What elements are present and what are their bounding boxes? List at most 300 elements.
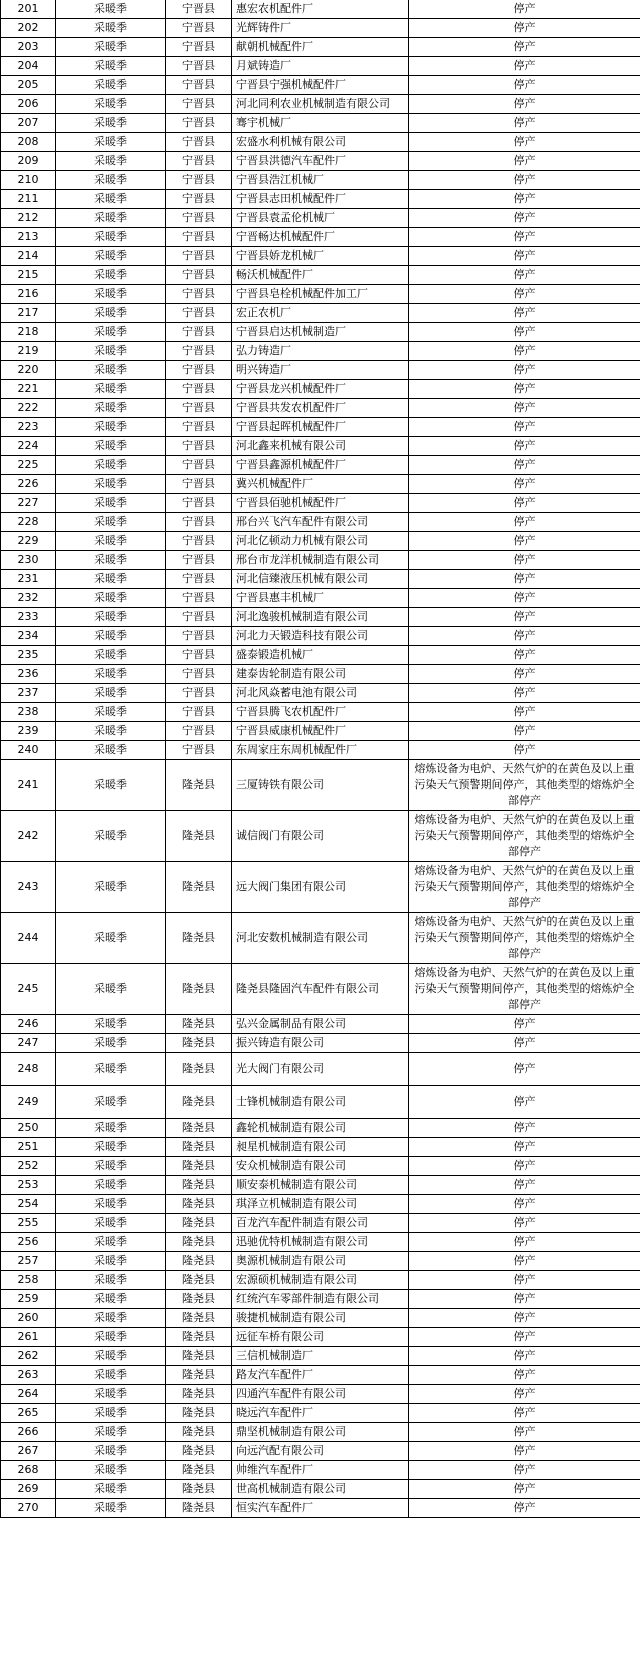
row-number-cell: 210	[1, 171, 56, 190]
table-row	[1, 1290, 640, 1309]
county-cell: 宁晋县	[166, 133, 232, 152]
company-name-cell: 东周家庄东周机械配件厂	[232, 741, 409, 760]
season-cell: 采暖季	[56, 513, 166, 532]
control-measure-cell: 熔炼设备为电炉、天然气炉的在黄色及以上重污染天气预警期间停产，其他类型的熔炼炉全部停产	[409, 862, 640, 913]
row-number-cell: 269	[1, 1480, 56, 1499]
row-number-cell: 244	[1, 913, 56, 964]
row-number-cell: 247	[1, 1034, 56, 1053]
county-cell: 宁晋县	[166, 380, 232, 399]
county-cell: 宁晋县	[166, 57, 232, 76]
company-name-cell: 光大阀门有限公司	[232, 1053, 409, 1086]
control-measure-cell: 停产	[409, 323, 640, 342]
row-number-cell: 220	[1, 361, 56, 380]
row-number-cell: 231	[1, 570, 56, 589]
table-row	[1, 152, 640, 171]
table-row	[1, 589, 640, 608]
table-row	[1, 532, 640, 551]
company-name-cell: 河北亿顿动力机械有限公司	[232, 532, 409, 551]
row-number-cell: 238	[1, 703, 56, 722]
control-measure-cell: 停产	[409, 171, 640, 190]
control-measure-cell: 停产	[409, 551, 640, 570]
row-number-cell: 202	[1, 19, 56, 38]
control-measure-cell: 熔炼设备为电炉、天然气炉的在黄色及以上重污染天气预警期间停产，其他类型的熔炼炉全部停产	[409, 964, 640, 1015]
row-number-cell: 206	[1, 95, 56, 114]
company-name-cell: 士锋机械制造有限公司	[232, 1086, 409, 1119]
company-name-cell: 明兴铸造厂	[232, 361, 409, 380]
control-measure-cell: 停产	[409, 19, 640, 38]
table-row	[1, 1271, 640, 1290]
row-number-cell: 221	[1, 380, 56, 399]
control-measure-cell: 停产	[409, 570, 640, 589]
season-cell: 采暖季	[56, 418, 166, 437]
season-cell: 采暖季	[56, 456, 166, 475]
company-name-cell: 弘兴金属制品有限公司	[232, 1015, 409, 1034]
row-number-cell: 229	[1, 532, 56, 551]
control-measure-cell: 停产	[409, 342, 640, 361]
season-cell: 采暖季	[56, 57, 166, 76]
season-cell: 采暖季	[56, 570, 166, 589]
county-cell: 隆尧县	[166, 1404, 232, 1423]
county-cell: 隆尧县	[166, 1290, 232, 1309]
table-row	[1, 285, 640, 304]
company-name-cell: 河北信臻液压机械有限公司	[232, 570, 409, 589]
table-row	[1, 627, 640, 646]
season-cell: 采暖季	[56, 38, 166, 57]
company-name-cell: 诚信阀门有限公司	[232, 811, 409, 862]
row-number-cell: 232	[1, 589, 56, 608]
company-name-cell: 迅驰优特机械制造有限公司	[232, 1233, 409, 1252]
row-number-cell: 266	[1, 1423, 56, 1442]
table-row	[1, 1034, 640, 1053]
table-row	[1, 1086, 640, 1119]
season-cell: 采暖季	[56, 1086, 166, 1119]
county-cell: 隆尧县	[166, 1252, 232, 1271]
row-number-cell: 265	[1, 1404, 56, 1423]
row-number-cell: 213	[1, 228, 56, 247]
row-number-cell: 261	[1, 1328, 56, 1347]
row-number-cell: 252	[1, 1157, 56, 1176]
company-name-cell: 顺安泰机械制造有限公司	[232, 1176, 409, 1195]
control-measure-cell: 停产	[409, 1214, 640, 1233]
company-name-cell: 恒实汽车配件厂	[232, 1499, 409, 1518]
row-number-cell: 208	[1, 133, 56, 152]
county-cell: 隆尧县	[166, 913, 232, 964]
county-cell: 隆尧县	[166, 1366, 232, 1385]
season-cell: 采暖季	[56, 1138, 166, 1157]
control-measure-cell: 停产	[409, 1385, 640, 1404]
season-cell: 采暖季	[56, 703, 166, 722]
row-number-cell: 264	[1, 1385, 56, 1404]
control-measure-cell: 停产	[409, 741, 640, 760]
table-row	[1, 1015, 640, 1034]
season-cell: 采暖季	[56, 1015, 166, 1034]
row-number-cell: 259	[1, 1290, 56, 1309]
county-cell: 宁晋县	[166, 437, 232, 456]
table-row	[1, 304, 640, 323]
county-cell: 隆尧县	[166, 1328, 232, 1347]
season-cell: 采暖季	[56, 361, 166, 380]
county-cell: 宁晋县	[166, 722, 232, 741]
company-name-cell: 骞宇机械厂	[232, 114, 409, 133]
company-name-cell: 宁晋县浩江机械厂	[232, 171, 409, 190]
table-row	[1, 1461, 640, 1480]
row-number-cell: 256	[1, 1233, 56, 1252]
table-row	[1, 38, 640, 57]
control-measure-cell: 停产	[409, 1309, 640, 1328]
season-cell: 采暖季	[56, 1328, 166, 1347]
company-name-cell: 三厦铸铁有限公司	[232, 760, 409, 811]
county-cell: 宁晋县	[166, 0, 232, 19]
table-row	[1, 114, 640, 133]
control-measure-cell: 停产	[409, 532, 640, 551]
county-cell: 隆尧县	[166, 1015, 232, 1034]
row-number-cell: 227	[1, 494, 56, 513]
season-cell: 采暖季	[56, 1053, 166, 1086]
table-row	[1, 209, 640, 228]
company-name-cell: 路友汽车配件厂	[232, 1366, 409, 1385]
season-cell: 采暖季	[56, 95, 166, 114]
control-measure-cell: 停产	[409, 1233, 640, 1252]
row-number-cell: 211	[1, 190, 56, 209]
county-cell: 隆尧县	[166, 964, 232, 1015]
county-cell: 宁晋县	[166, 95, 232, 114]
table-row	[1, 665, 640, 684]
control-measure-cell: 停产	[409, 0, 640, 19]
company-name-cell: 宁晋县洪德汽车配件厂	[232, 152, 409, 171]
county-cell: 宁晋县	[166, 456, 232, 475]
row-number-cell: 222	[1, 399, 56, 418]
control-measure-cell: 停产	[409, 1053, 640, 1086]
table-row	[1, 57, 640, 76]
control-measure-cell: 停产	[409, 1176, 640, 1195]
county-cell: 隆尧县	[166, 1195, 232, 1214]
season-cell: 采暖季	[56, 608, 166, 627]
table-row	[1, 133, 640, 152]
company-name-cell: 宏正农机厂	[232, 304, 409, 323]
county-cell: 宁晋县	[166, 171, 232, 190]
control-measure-cell: 停产	[409, 209, 640, 228]
county-cell: 宁晋县	[166, 665, 232, 684]
county-cell: 隆尧县	[166, 1034, 232, 1053]
table-row	[1, 1347, 640, 1366]
table-row	[1, 1442, 640, 1461]
company-name-cell: 宁晋县启达机械制造厂	[232, 323, 409, 342]
county-cell: 隆尧县	[166, 811, 232, 862]
company-name-cell: 向远汽配有限公司	[232, 1442, 409, 1461]
row-number-cell: 267	[1, 1442, 56, 1461]
company-name-cell: 远征车桥有限公司	[232, 1328, 409, 1347]
table-row	[1, 570, 640, 589]
table-row	[1, 1252, 640, 1271]
table-row	[1, 494, 640, 513]
row-number-cell: 215	[1, 266, 56, 285]
control-measure-cell: 停产	[409, 1328, 640, 1347]
season-cell: 采暖季	[56, 114, 166, 133]
county-cell: 宁晋县	[166, 38, 232, 57]
table-row	[1, 964, 640, 1015]
control-measure-cell: 停产	[409, 1366, 640, 1385]
table-row	[1, 1404, 640, 1423]
season-cell: 采暖季	[56, 76, 166, 95]
row-number-cell: 207	[1, 114, 56, 133]
table-row	[1, 811, 640, 862]
table-row	[1, 266, 640, 285]
control-measure-cell: 停产	[409, 190, 640, 209]
table-row	[1, 1138, 640, 1157]
season-cell: 采暖季	[56, 494, 166, 513]
season-cell: 采暖季	[56, 1461, 166, 1480]
company-name-cell: 宁晋县宁强机械配件厂	[232, 76, 409, 95]
county-cell: 宁晋县	[166, 646, 232, 665]
season-cell: 采暖季	[56, 665, 166, 684]
table-row	[1, 862, 640, 913]
row-number-cell: 203	[1, 38, 56, 57]
company-name-cell: 世高机械制造有限公司	[232, 1480, 409, 1499]
company-name-cell: 河北鑫来机械有限公司	[232, 437, 409, 456]
season-cell: 采暖季	[56, 1480, 166, 1499]
row-number-cell: 257	[1, 1252, 56, 1271]
control-measure-cell: 停产	[409, 1423, 640, 1442]
season-cell: 采暖季	[56, 266, 166, 285]
county-cell: 隆尧县	[166, 1442, 232, 1461]
company-name-cell: 隆尧县隆固汽车配件有限公司	[232, 964, 409, 1015]
season-cell: 采暖季	[56, 1214, 166, 1233]
control-measure-cell: 停产	[409, 304, 640, 323]
season-cell: 采暖季	[56, 475, 166, 494]
row-number-cell: 205	[1, 76, 56, 95]
company-name-cell: 宁晋县起晖机械配件厂	[232, 418, 409, 437]
season-cell: 采暖季	[56, 1034, 166, 1053]
season-cell: 采暖季	[56, 1252, 166, 1271]
company-name-cell: 奥源机械制造有限公司	[232, 1252, 409, 1271]
season-cell: 采暖季	[56, 862, 166, 913]
county-cell: 隆尧县	[166, 760, 232, 811]
season-cell: 采暖季	[56, 1233, 166, 1252]
company-name-cell: 河北同利农业机械制造有限公司	[232, 95, 409, 114]
table-row	[1, 95, 640, 114]
table-row	[1, 76, 640, 95]
table-row	[1, 1195, 640, 1214]
row-number-cell: 236	[1, 665, 56, 684]
control-measure-cell: 停产	[409, 1015, 640, 1034]
county-cell: 隆尧县	[166, 1214, 232, 1233]
row-number-cell: 249	[1, 1086, 56, 1119]
county-cell: 宁晋县	[166, 551, 232, 570]
county-cell: 隆尧县	[166, 1119, 232, 1138]
season-cell: 采暖季	[56, 532, 166, 551]
county-cell: 隆尧县	[166, 1233, 232, 1252]
season-cell: 采暖季	[56, 0, 166, 19]
company-name-cell: 红统汽车零部件制造有限公司	[232, 1290, 409, 1309]
table-row	[1, 703, 640, 722]
company-name-cell: 四通汽车配件有限公司	[232, 1385, 409, 1404]
season-cell: 采暖季	[56, 811, 166, 862]
table-row	[1, 190, 640, 209]
control-measure-cell: 停产	[409, 285, 640, 304]
control-measure-cell: 停产	[409, 399, 640, 418]
control-measure-cell: 停产	[409, 133, 640, 152]
table-row	[1, 551, 640, 570]
season-cell: 采暖季	[56, 304, 166, 323]
control-measure-cell: 停产	[409, 1461, 640, 1480]
company-name-cell: 河北风焱蓄电池有限公司	[232, 684, 409, 703]
control-measure-cell: 停产	[409, 1157, 640, 1176]
control-measure-cell: 停产	[409, 1404, 640, 1423]
county-cell: 隆尧县	[166, 1385, 232, 1404]
control-measure-cell: 停产	[409, 247, 640, 266]
control-measure-cell: 停产	[409, 1347, 640, 1366]
company-name-cell: 宁晋县腾飞农机配件厂	[232, 703, 409, 722]
county-cell: 宁晋县	[166, 361, 232, 380]
county-cell: 隆尧县	[166, 1423, 232, 1442]
county-cell: 隆尧县	[166, 1480, 232, 1499]
row-number-cell: 255	[1, 1214, 56, 1233]
control-measure-cell: 熔炼设备为电炉、天然气炉的在黄色及以上重污染天气预警期间停产，其他类型的熔炼炉全部停产	[409, 760, 640, 811]
table-row	[1, 361, 640, 380]
table-row	[1, 513, 640, 532]
season-cell: 采暖季	[56, 627, 166, 646]
company-name-cell: 宁晋县鑫源机械配件厂	[232, 456, 409, 475]
row-number-cell: 234	[1, 627, 56, 646]
season-cell: 采暖季	[56, 684, 166, 703]
county-cell: 隆尧县	[166, 1499, 232, 1518]
season-cell: 采暖季	[56, 1499, 166, 1518]
row-number-cell: 223	[1, 418, 56, 437]
company-name-cell: 鼎坚机械制造有限公司	[232, 1423, 409, 1442]
row-number-cell: 263	[1, 1366, 56, 1385]
row-number-cell: 241	[1, 760, 56, 811]
season-cell: 采暖季	[56, 285, 166, 304]
county-cell: 宁晋县	[166, 589, 232, 608]
company-name-cell: 盛泰锻造机械厂	[232, 646, 409, 665]
control-measure-cell: 停产	[409, 57, 640, 76]
row-number-cell: 262	[1, 1347, 56, 1366]
control-measure-cell: 停产	[409, 266, 640, 285]
control-measure-cell: 停产	[409, 722, 640, 741]
county-cell: 宁晋县	[166, 703, 232, 722]
row-number-cell: 217	[1, 304, 56, 323]
control-measure-cell: 停产	[409, 1138, 640, 1157]
season-cell: 采暖季	[56, 1385, 166, 1404]
table-row	[1, 399, 640, 418]
row-number-cell: 243	[1, 862, 56, 913]
season-cell: 采暖季	[56, 228, 166, 247]
season-cell: 采暖季	[56, 1176, 166, 1195]
table-row	[1, 722, 640, 741]
table-row	[1, 1157, 640, 1176]
county-cell: 宁晋县	[166, 152, 232, 171]
season-cell: 采暖季	[56, 1347, 166, 1366]
control-measure-cell: 停产	[409, 646, 640, 665]
county-cell: 宁晋县	[166, 741, 232, 760]
table-row	[1, 741, 640, 760]
control-measure-cell: 停产	[409, 703, 640, 722]
county-cell: 宁晋县	[166, 323, 232, 342]
season-cell: 采暖季	[56, 399, 166, 418]
company-name-cell: 宁晋县袁孟伦机械厂	[232, 209, 409, 228]
season-cell: 采暖季	[56, 1119, 166, 1138]
season-cell: 采暖季	[56, 1195, 166, 1214]
company-name-cell: 献朝机械配件厂	[232, 38, 409, 57]
table-row	[1, 760, 640, 811]
company-name-cell: 帅维汽车配件厂	[232, 1461, 409, 1480]
county-cell: 隆尧县	[166, 1271, 232, 1290]
control-measure-cell: 停产	[409, 114, 640, 133]
control-measure-cell: 停产	[409, 684, 640, 703]
control-measure-cell: 停产	[409, 361, 640, 380]
county-cell: 宁晋县	[166, 418, 232, 437]
table-row	[1, 323, 640, 342]
county-cell: 宁晋县	[166, 266, 232, 285]
table-row	[1, 1053, 640, 1086]
table-row	[1, 1214, 640, 1233]
county-cell: 宁晋县	[166, 247, 232, 266]
season-cell: 采暖季	[56, 209, 166, 228]
company-name-cell: 建泰齿轮制造有限公司	[232, 665, 409, 684]
county-cell: 宁晋县	[166, 342, 232, 361]
table-row	[1, 646, 640, 665]
row-number-cell: 237	[1, 684, 56, 703]
row-number-cell: 250	[1, 1119, 56, 1138]
control-measure-cell: 停产	[409, 1195, 640, 1214]
company-name-cell: 宁晋县佰驰机械配件厂	[232, 494, 409, 513]
county-cell: 宁晋县	[166, 684, 232, 703]
control-measure-cell: 熔炼设备为电炉、天然气炉的在黄色及以上重污染天气预警期间停产，其他类型的熔炼炉全部停产	[409, 811, 640, 862]
table-row	[1, 1480, 640, 1499]
table-row	[1, 0, 640, 19]
table-body	[1, 0, 640, 1518]
row-number-cell: 226	[1, 475, 56, 494]
control-measure-cell: 停产	[409, 627, 640, 646]
company-name-cell: 宁晋畅达机械配件厂	[232, 228, 409, 247]
table-row	[1, 475, 640, 494]
company-name-cell: 惠宏农机配件厂	[232, 0, 409, 19]
row-number-cell: 230	[1, 551, 56, 570]
county-cell: 宁晋县	[166, 209, 232, 228]
row-number-cell: 239	[1, 722, 56, 741]
company-name-cell: 河北力天锻造科技有限公司	[232, 627, 409, 646]
table-row	[1, 608, 640, 627]
company-name-cell: 百龙汽车配件制造有限公司	[232, 1214, 409, 1233]
county-cell: 隆尧县	[166, 1461, 232, 1480]
table-row	[1, 1233, 640, 1252]
company-name-cell: 宁晋县龙兴机械配件厂	[232, 380, 409, 399]
company-name-cell: 琪泽立机械制造有限公司	[232, 1195, 409, 1214]
county-cell: 宁晋县	[166, 190, 232, 209]
control-measure-cell: 停产	[409, 76, 640, 95]
control-measure-cell: 停产	[409, 1119, 640, 1138]
county-cell: 宁晋县	[166, 76, 232, 95]
county-cell: 宁晋县	[166, 627, 232, 646]
row-number-cell: 268	[1, 1461, 56, 1480]
county-cell: 宁晋县	[166, 494, 232, 513]
company-name-cell: 邢台兴飞汽车配件有限公司	[232, 513, 409, 532]
season-cell: 采暖季	[56, 323, 166, 342]
company-name-cell: 月斌铸造厂	[232, 57, 409, 76]
county-cell: 宁晋县	[166, 114, 232, 133]
row-number-cell: 260	[1, 1309, 56, 1328]
company-name-cell: 远大阀门集团有限公司	[232, 862, 409, 913]
row-number-cell: 233	[1, 608, 56, 627]
row-number-cell: 212	[1, 209, 56, 228]
company-name-cell: 宏源硕机械制造有限公司	[232, 1271, 409, 1290]
control-measure-cell: 停产	[409, 1499, 640, 1518]
control-measure-cell: 停产	[409, 1442, 640, 1461]
company-name-cell: 振兴铸造有限公司	[232, 1034, 409, 1053]
table-row	[1, 684, 640, 703]
row-number-cell: 240	[1, 741, 56, 760]
company-name-cell: 鑫轮机械制造有限公司	[232, 1119, 409, 1138]
